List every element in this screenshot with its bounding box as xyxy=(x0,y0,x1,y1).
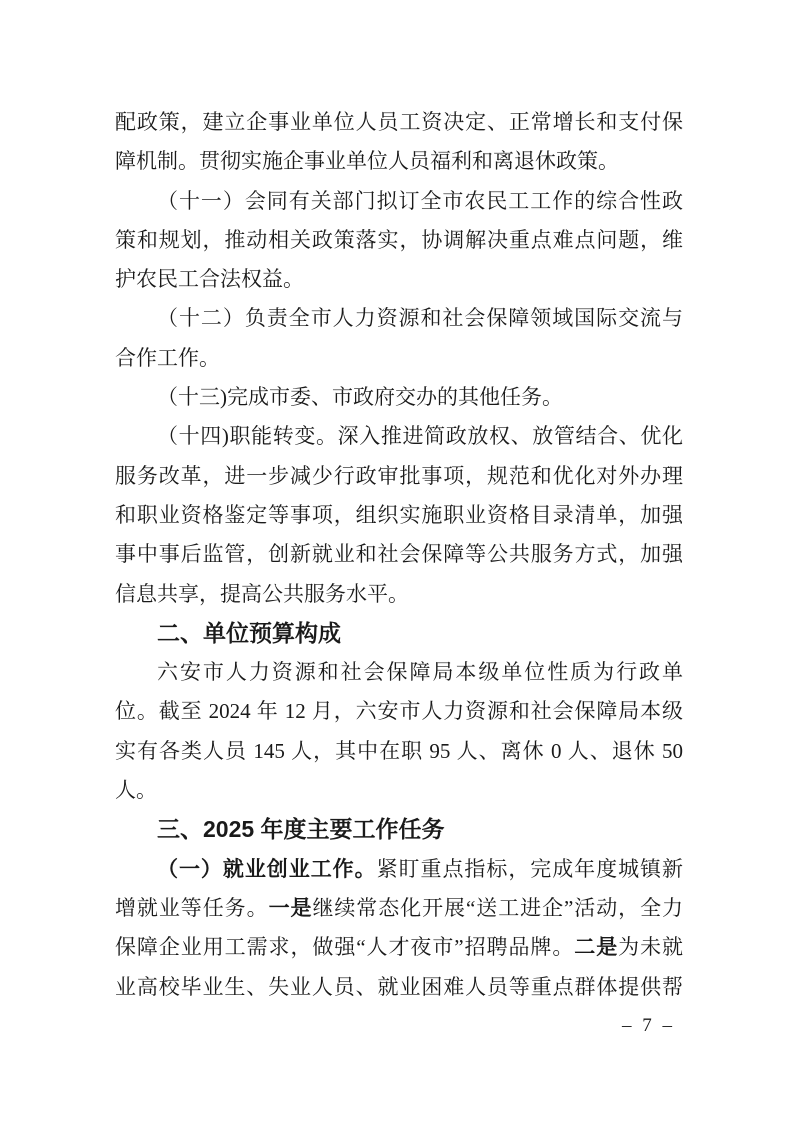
document-line xyxy=(115,260,683,299)
section-heading xyxy=(115,810,683,849)
document-line xyxy=(115,496,683,535)
body-text: （十二）负责全市人力资源和社会保障领域国际交流与 xyxy=(157,306,683,331)
emphasized-text: 一是 xyxy=(268,895,313,920)
body-text: 继续常态化开展“送工进企”活动，全力 xyxy=(312,895,683,920)
document-line xyxy=(115,653,683,692)
document-line xyxy=(115,850,683,889)
body-text: 障机制。贯彻实施企事业单位人员福利和离退休政策。 xyxy=(115,149,619,174)
body-text: 策和规划，推动相关政策落实，协调解决重点难点问题，维 xyxy=(115,227,683,252)
emphasized-text: 二是 xyxy=(574,935,619,960)
body-text: 紧盯重点指标，完成年度城镇新 xyxy=(376,856,683,881)
body-text: 三、2025 年度主要工作任务 xyxy=(157,816,445,843)
body-text: 增就业等任务。 xyxy=(115,895,269,920)
body-text: 人。 xyxy=(115,778,157,803)
document-body xyxy=(115,103,683,1007)
body-text: 为未就 xyxy=(618,935,683,960)
body-text: 实有各类人员 145 人，其中在职 95 人、离休 0 人、退休 50 xyxy=(115,738,683,763)
document-line xyxy=(115,575,683,614)
body-text: （十三)完成市委、市政府交办的其他任务。 xyxy=(157,385,563,410)
document-line xyxy=(115,457,683,496)
document-line xyxy=(115,142,683,181)
document-line xyxy=(115,378,683,417)
document-line xyxy=(115,968,683,1007)
body-text: 二、单位预算构成 xyxy=(157,619,341,646)
document-line xyxy=(115,299,683,338)
body-text: （十一）会同有关部门拟订全市农民工工作的综合性政 xyxy=(157,188,683,213)
document-line xyxy=(115,692,683,731)
body-text: 保障企业用工需求，做强“人才夜市”招聘品牌。 xyxy=(115,935,575,960)
body-text: 和职业资格鉴定等事项，组织实施职业资格目录清单，加强 xyxy=(115,502,683,527)
document-line xyxy=(115,928,683,967)
body-text: 合作工作。 xyxy=(115,345,220,370)
document-line xyxy=(115,535,683,574)
page-number: – 7 – xyxy=(622,1015,675,1036)
document-line xyxy=(115,417,683,456)
body-text: 信息共享，提高公共服务水平。 xyxy=(115,581,409,606)
body-text: 业高校毕业生、失业人员、就业困难人员等重点群体提供帮 xyxy=(115,974,683,999)
body-text: 服务改革，进一步减少行政审批事项，规范和优化对外办理 xyxy=(115,463,683,488)
section-heading xyxy=(115,614,683,653)
document-line xyxy=(115,221,683,260)
document-line xyxy=(115,182,683,221)
body-text: 六安市人力资源和社会保障局本级单位性质为行政单 xyxy=(157,660,683,685)
document-line xyxy=(115,771,683,810)
document-line xyxy=(115,732,683,771)
body-text: 位。截至 2024 年 12 月，六安市人力资源和社会保障局本级 xyxy=(115,699,683,724)
document-line xyxy=(115,889,683,928)
body-text: 护农民工合法权益。 xyxy=(115,267,304,292)
document-line xyxy=(115,103,683,142)
document-line xyxy=(115,339,683,378)
body-text: 事中事后监管，创新就业和社会保障等公共服务方式，加强 xyxy=(115,542,683,567)
body-text: 配政策，建立企事业单位人员工资决定、正常增长和支付保 xyxy=(115,110,683,134)
emphasized-text: （一）就业创业工作。 xyxy=(157,856,377,881)
body-text: （十四)职能转变。深入推进简政放权、放管结合、优化 xyxy=(157,424,683,449)
